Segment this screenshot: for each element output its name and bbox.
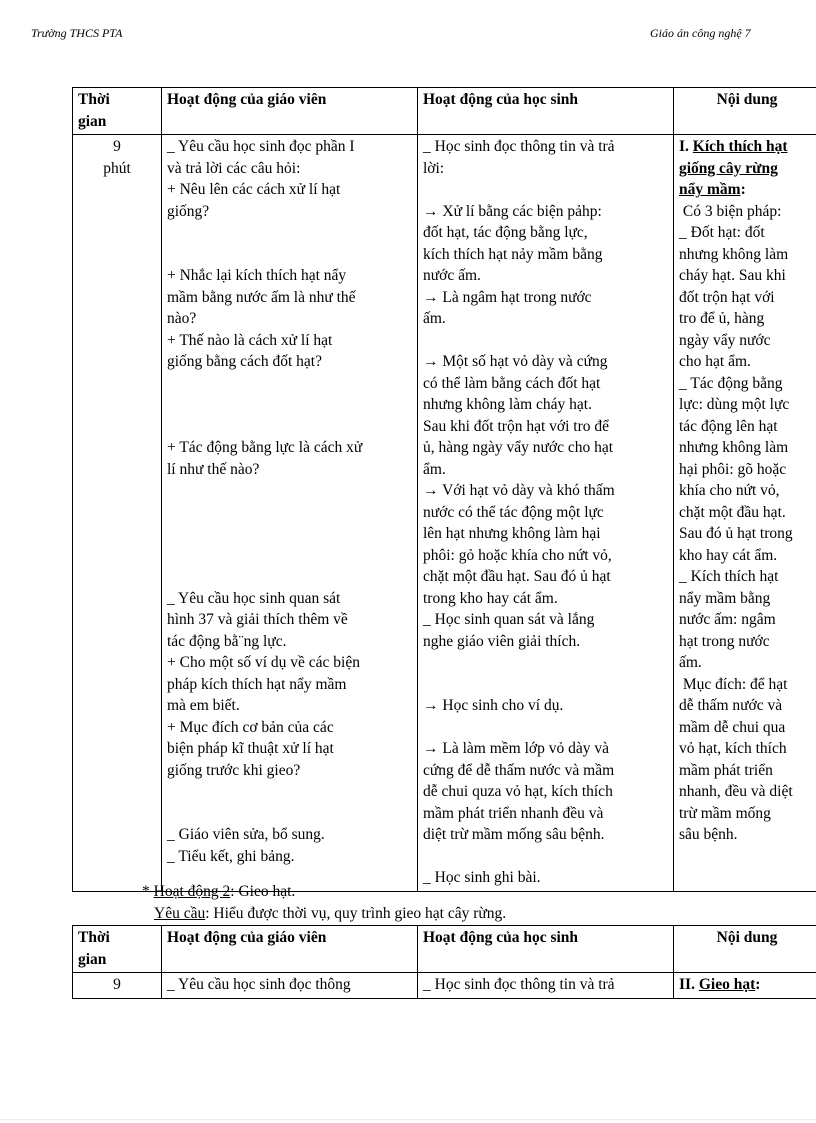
content-line: chặt một đầu hạt. xyxy=(679,503,786,521)
teacher-line xyxy=(167,394,414,416)
content-line: hại phôi: gõ hoặc xyxy=(679,460,787,478)
requirement-label: Yêu cầu xyxy=(154,905,206,922)
header-time-line: gian xyxy=(78,950,107,968)
content-line: khía cho nứt vỏ, xyxy=(679,482,780,499)
teacher-activity-cell xyxy=(162,135,418,892)
content-heading-text: Gieo hạt xyxy=(698,976,756,993)
student-line: → Một số hạt vỏ dày và cứng xyxy=(423,353,608,370)
content-body xyxy=(679,201,815,846)
student-line: có thể làm bằng cách đốt hạt xyxy=(423,374,601,392)
content-heading-colon: : xyxy=(740,181,746,198)
content-line: nẩy mầm bằng xyxy=(679,589,771,607)
teacher-line: + Nhắc lại kích thích hạt nẩy xyxy=(167,267,347,284)
teacher-line: pháp kích thích hạt nẩy mầm xyxy=(167,675,347,693)
content-line: ngày vẩy nước xyxy=(679,331,771,349)
teacher-line xyxy=(167,803,414,825)
student-line: nhưng không làm cháy hạt. xyxy=(423,396,592,413)
teacher-line: lí như thế nào? xyxy=(167,460,260,478)
time-cell xyxy=(73,135,162,892)
student-line: lên hạt nhưng không làm hại xyxy=(423,525,601,542)
content-heading-colon: : xyxy=(755,976,761,993)
student-activity-cell xyxy=(418,135,674,892)
student-line: diệt trừ mầm mống sâu bệnh. xyxy=(423,826,605,843)
student-line: _ Học sinh đọc thông tin và trả xyxy=(423,138,615,155)
lesson-table-1 xyxy=(72,87,816,892)
student-line: nước có thể tác động một lực xyxy=(423,503,604,521)
teacher-line xyxy=(167,416,414,438)
teacher-line xyxy=(167,781,414,803)
table-row xyxy=(73,135,816,892)
student-line: lời: xyxy=(423,159,445,177)
teacher-line: _ Yêu cầu học sinh quan sát xyxy=(167,589,341,607)
content-line: _ Kích thích hạt xyxy=(679,568,779,585)
lesson-table-2 xyxy=(72,925,816,999)
content-line: nhưng không làm xyxy=(679,439,789,456)
teacher-line: nào? xyxy=(167,310,197,327)
teacher-line xyxy=(167,566,414,588)
student-line: trong kho hay cát ẩm. xyxy=(423,589,558,607)
content-line: nước ấm: ngâm xyxy=(679,611,776,628)
table-row xyxy=(73,973,816,999)
teacher-line xyxy=(167,523,414,545)
student-line: → Là ngâm hạt trong nước xyxy=(423,288,592,306)
student-line: → Học sinh cho ví dụ. xyxy=(423,697,564,714)
content-line: trừ mầm mống xyxy=(679,804,771,822)
student-line: ẩm. xyxy=(423,460,446,478)
col-time-header xyxy=(73,88,162,135)
content-heading-text: Kích thích hạt xyxy=(692,138,788,155)
teacher-activity-cell: _ Yêu cầu học sinh đọc thông xyxy=(162,973,418,999)
teacher-line: giống bằng cách đốt hạt? xyxy=(167,353,322,370)
content-heading-text: nẩy mầm xyxy=(679,181,741,198)
teacher-line: _ Yêu cầu học sinh đọc phần I xyxy=(167,138,355,155)
student-activity-cell: _ Học sinh đọc thông tin và trả xyxy=(418,973,674,999)
content-line: hạt trong nước xyxy=(679,632,770,650)
content-line: kho hay cát ẩm. xyxy=(679,546,778,564)
col-student-header: Hoạt động của học sinh xyxy=(418,926,674,973)
col-content-header: Nội dung xyxy=(674,926,816,973)
student-line: phôi: gỏ hoặc khía cho nứt vỏ, xyxy=(423,546,612,564)
content-line: nhanh, đều và diệt xyxy=(679,783,793,800)
activity-2-text: : Gieo hạt. xyxy=(230,883,296,900)
col-content-header: Nội dung xyxy=(674,88,816,135)
content-line: _ Tác động bằng xyxy=(679,374,783,392)
header-time-line: gian xyxy=(78,112,107,130)
time-value: 9 xyxy=(113,138,121,155)
header-subject: Giáo án công nghệ 7 xyxy=(650,26,751,40)
content-line: cho hạt ẩm. xyxy=(679,353,751,370)
teacher-line: hình 37 và giải thích thêm về xyxy=(167,611,348,628)
student-line xyxy=(423,652,670,674)
col-teacher-header: Hoạt động của giáo viên xyxy=(162,926,418,973)
content-line: mầm phát triển xyxy=(679,761,773,779)
student-line: _ Học sinh quan sát và lắng xyxy=(423,611,595,628)
teacher-line: _ Giáo viên sửa, bổ sung. xyxy=(167,826,325,843)
content-line: ấm. xyxy=(679,654,702,671)
teacher-line: + Nêu lên các cách xử lí hạt xyxy=(167,181,341,198)
content-heading-num: II. xyxy=(679,976,699,993)
table-header-row xyxy=(73,926,816,973)
col-student-header: Hoạt động của học sinh xyxy=(418,88,674,135)
student-line: dễ chui quza vỏ hạt, kích thích xyxy=(423,783,613,800)
content-cell xyxy=(674,135,816,892)
table-header-row xyxy=(73,88,816,135)
teacher-line: giống? xyxy=(167,202,210,220)
content-line: Có 3 biện pháp: xyxy=(679,202,782,220)
col-time-header xyxy=(73,926,162,973)
student-line: ấm. xyxy=(423,310,446,327)
teacher-line: giống trước khi gieo? xyxy=(167,761,301,779)
content-line: vỏ hạt, kích thích xyxy=(679,740,787,757)
student-line: nghe giáo viên giải thích. xyxy=(423,632,581,650)
student-line: mầm phát triển nhanh đều và xyxy=(423,804,604,822)
teacher-line: + Cho một số ví dụ về các biện xyxy=(167,654,360,671)
teacher-line: + Mục đích cơ bản của các xyxy=(167,718,334,736)
content-line: _ Đốt hạt: đốt xyxy=(679,224,765,241)
teacher-line xyxy=(167,373,414,395)
teacher-line: và trả lời các câu hỏi: xyxy=(167,159,301,177)
student-line: → Xử lí bằng các biện pảhp: xyxy=(423,202,602,220)
time-cell: 9 xyxy=(73,973,162,999)
time-unit: phút xyxy=(103,159,131,177)
student-line xyxy=(423,846,670,868)
teacher-line: mầm bằng nước ấm là như thế xyxy=(167,288,356,306)
content-line: Mục đích: để hạt xyxy=(679,675,788,693)
activity-2-title xyxy=(142,882,295,902)
teacher-line: + Thế nào là cách xử lí hạt xyxy=(167,331,333,349)
content-line: nhưng không làm xyxy=(679,245,789,263)
content-cell xyxy=(674,973,816,999)
student-line: kích thích hạt nảy mầm bằng xyxy=(423,245,603,263)
content-line: dễ thấm nước và xyxy=(679,697,783,714)
content-heading-num: I. xyxy=(679,138,689,155)
content-heading-text: giống cây rừng xyxy=(679,159,778,177)
teacher-line: _ Tiểu kết, ghi bảng. xyxy=(167,847,295,865)
student-line xyxy=(423,717,670,739)
requirement-text: : Hiểu được thời vụ, quy trình gieo hạt cây rừng. xyxy=(205,905,507,922)
content-line: tác động lên hạt xyxy=(679,417,778,435)
page-bottom-divider xyxy=(0,1119,816,1120)
teacher-line: tác động bằ¨ng lực. xyxy=(167,632,287,650)
student-line: chặt một đầu hạt. Sau đó ủ hạt xyxy=(423,568,611,585)
content-line: tro để ủ, hàng xyxy=(679,310,765,327)
teacher-line: mà em biết. xyxy=(167,697,240,714)
header-school: Trường THCS PTA xyxy=(31,26,123,40)
student-line: nước ấm. xyxy=(423,267,481,284)
student-line: cứng để dễ thấm nước và mầm xyxy=(423,761,615,779)
student-line xyxy=(423,179,670,201)
content-heading xyxy=(679,136,815,201)
content-line: cháy hạt. Sau khi xyxy=(679,267,786,284)
student-line: _ Học sinh ghi bài. xyxy=(423,869,541,886)
content-line: mầm dễ chui qua xyxy=(679,718,786,736)
activity-2-label: Hoạt động 2 xyxy=(153,883,231,900)
student-line: → Là làm mềm lớp vỏ dày và xyxy=(423,740,609,757)
teacher-line: + Tác động bằng lực là cách xử xyxy=(167,439,363,456)
teacher-line xyxy=(167,480,414,502)
student-line: Sau khi đốt trộn hạt với tro để xyxy=(423,417,609,435)
teacher-line xyxy=(167,222,414,244)
col-teacher-header: Hoạt động của giáo viên xyxy=(162,88,418,135)
student-line xyxy=(423,674,670,696)
teacher-line xyxy=(167,502,414,524)
content-line: lực: dùng một lực xyxy=(679,396,790,413)
activity-2-requirement xyxy=(154,904,506,924)
activity-2-prefix: * xyxy=(142,883,154,900)
header-time-line: Thời xyxy=(78,929,110,946)
student-line: đốt hạt, tác động bằng lực, xyxy=(423,224,588,241)
content-line: Sau đó ủ hạt trong xyxy=(679,525,793,542)
student-line xyxy=(423,330,670,352)
teacher-line xyxy=(167,244,414,266)
teacher-line xyxy=(167,545,414,567)
teacher-line: biện pháp kĩ thuật xử lí hạt xyxy=(167,740,334,757)
content-line: sâu bệnh. xyxy=(679,826,738,843)
student-line: → Với hạt vỏ dày và khó thấm xyxy=(423,482,615,499)
header-time-line: Thời xyxy=(78,91,110,108)
student-line: ủ, hàng ngày vẩy nước cho hạt xyxy=(423,439,614,456)
content-line: đốt trộn hạt với xyxy=(679,288,775,306)
